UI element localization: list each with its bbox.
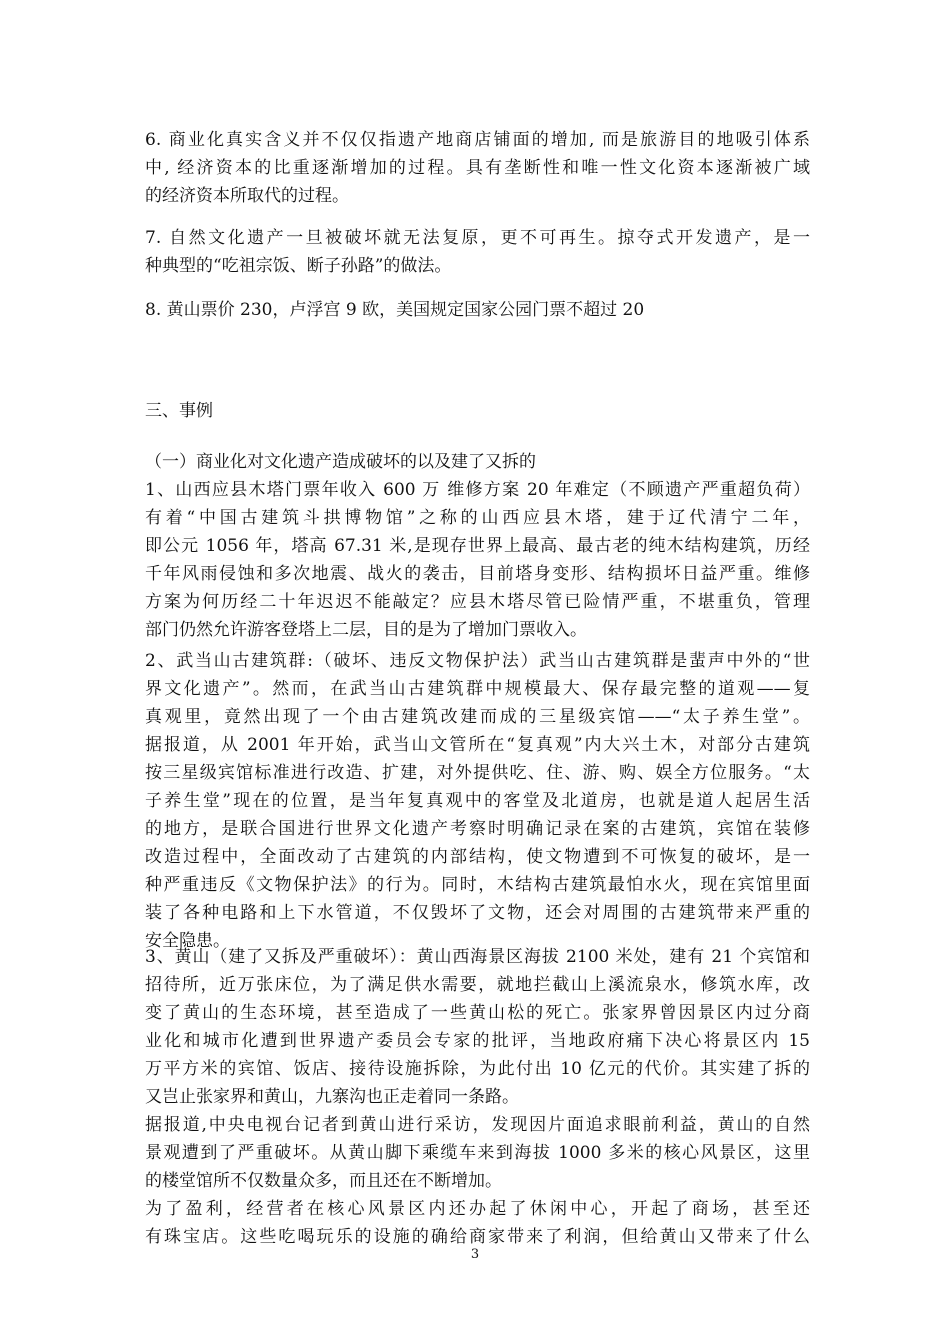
paragraph-point-8 — [145, 296, 810, 324]
text-line: 有着“中国古建筑斗拱博物馆”之称的山西应县木塔，建于辽代清宁二年， — [145, 508, 810, 528]
text-line: 景观遭到了严重破坏。从黄山脚下乘缆车来到海拔 1000 多米的核心风景区，这里 — [145, 1143, 810, 1163]
text-line: 6. 商业化真实含义并不仅仅指遗产地商店铺面的增加, 而是旅游目的地吸引体系 — [145, 130, 810, 150]
text-line: 即公元 1056 年，塔高 67.31 米,是现存世界上最高、最古老的纯木结构建筑，历经 — [145, 536, 810, 556]
text-line: 改造过程中，全面改动了古建筑的内部结构，使文物遭到不可恢复的破坏，是一 — [145, 847, 810, 867]
text-line: 变了黄山的生态环境，甚至造成了一些黄山松的死亡。张家界曾因景区内过分商 — [145, 1003, 810, 1023]
text-line: 界文化遗产”。然而，在武当山古建筑群中规模最大、保存最完整的道观——复 — [145, 679, 810, 699]
text-line: 的地方，是联合国进行世界文化遗产考察时明确记录在案的古建筑，宾馆在装修 — [145, 819, 810, 839]
paragraph-point-6 — [145, 126, 810, 210]
paragraph-case-1 — [145, 448, 810, 644]
paragraph-case-2 — [145, 647, 810, 955]
text-line: 种严重违反《文物保护法》的行为。同时，木结构古建筑最怕水火，现在宾馆里面 — [145, 875, 810, 895]
text-line: 千年风雨侵蚀和多次地震、战火的袭击，目前塔身变形、结构损坏日益严重。维修 — [145, 564, 810, 584]
paragraph-point-7 — [145, 224, 810, 280]
text-line: 子养生堂”现在的位置，是当年复真观中的客堂及北道房，也就是道人起居生活 — [145, 791, 810, 811]
text-line: 万平方米的宾馆、饭店、接待设施拆除，为此付出 10 亿元的代价。其实建了拆的 — [145, 1059, 810, 1079]
text-line: 按三星级宾馆标准进行改造、扩建，对外提供吃、住、游、购、娱全方位服务。“太 — [145, 763, 810, 783]
text-line: 的楼堂馆所不仅数量众多，而且还在不断增加。 — [145, 1171, 502, 1191]
text-line: 的经济资本所取代的过程。 — [145, 186, 349, 206]
text-line: 1、山西应县木塔门票年收入 600 万 维修方案 20 年难定（不顾遗产严重超负荷） — [145, 480, 810, 500]
text-line: 3、黄山（建了又拆及严重破坏）：黄山西海景区海拔 2100 米处，建有 21 个宾馆和 — [145, 947, 810, 967]
text-line: 2、武当山古建筑群:（破坏、违反文物保护法）武当山古建筑群是蜚声中外的“世 — [145, 651, 810, 671]
text-line: 又岂止张家界和黄山，九寨沟也正走着同一条路。 — [145, 1087, 519, 1107]
subsection-heading: （一）商业化对文化遗产造成破坏的以及建了又拆的 — [145, 452, 536, 472]
paragraph-case-3 — [145, 943, 810, 1251]
text-line: 三、事例 — [145, 401, 213, 421]
text-line: 种典型的“吃祖宗饭、断子孙路”的做法。 — [145, 256, 452, 276]
text-line: 真观里，竟然出现了一个由古建筑改建而成的三星级宾馆——“太子养生堂”。 — [145, 707, 810, 727]
text-line: 装了各种电路和上下水管道，不仅毁坏了文物，还会对周围的古建筑带来严重的 — [145, 903, 810, 923]
text-line: 有珠宝店。这些吃喝玩乐的设施的确给商家带来了利润，但给黄山又带来了什么 — [145, 1227, 810, 1247]
text-line: 8. 黄山票价 230，卢浮宫 9 欧，美国规定国家公园门票不超过 20 — [145, 300, 645, 320]
text-line: 安全隐患。 — [145, 931, 230, 951]
text-line: 招待所，近万张床位，为了满足供水需要，就地拦截山上溪流泉水，修筑水库，改 — [145, 975, 810, 995]
text-line: 业化和城市化遭到世界遗产委员会专家的批评，当地政府痛下决心将景区内 15 — [145, 1031, 810, 1051]
section-heading — [145, 397, 810, 425]
text-line: 为了盈利，经营者在核心风景区内还办起了休闲中心，开起了商场，甚至还 — [145, 1199, 810, 1219]
text-line: 部门仍然允许游客登塔上二层，目的是为了增加门票收入。 — [145, 620, 587, 640]
text-line: 据报道,中央电视台记者到黄山进行采访，发现因片面追求眼前利益，黄山的自然 — [145, 1115, 810, 1135]
text-line: 据报道，从 2001 年开始，武当山文管所在“复真观”内大兴土木，对部分古建筑 — [145, 735, 810, 755]
text-line: 方案为何历经二十年迟迟不能敲定？应县木塔尽管已险情严重，不堪重负，管理 — [145, 592, 810, 612]
text-line: 中, 经济资本的比重逐渐增加的过程。具有垄断性和唯一性文化资本逐渐被广域 — [145, 158, 810, 178]
text-line: 7. 自然文化遗产一旦被破坏就无法复原，更不可再生。掠夺式开发遗产，是一 — [145, 228, 810, 248]
page-number: 3 — [470, 1247, 480, 1262]
